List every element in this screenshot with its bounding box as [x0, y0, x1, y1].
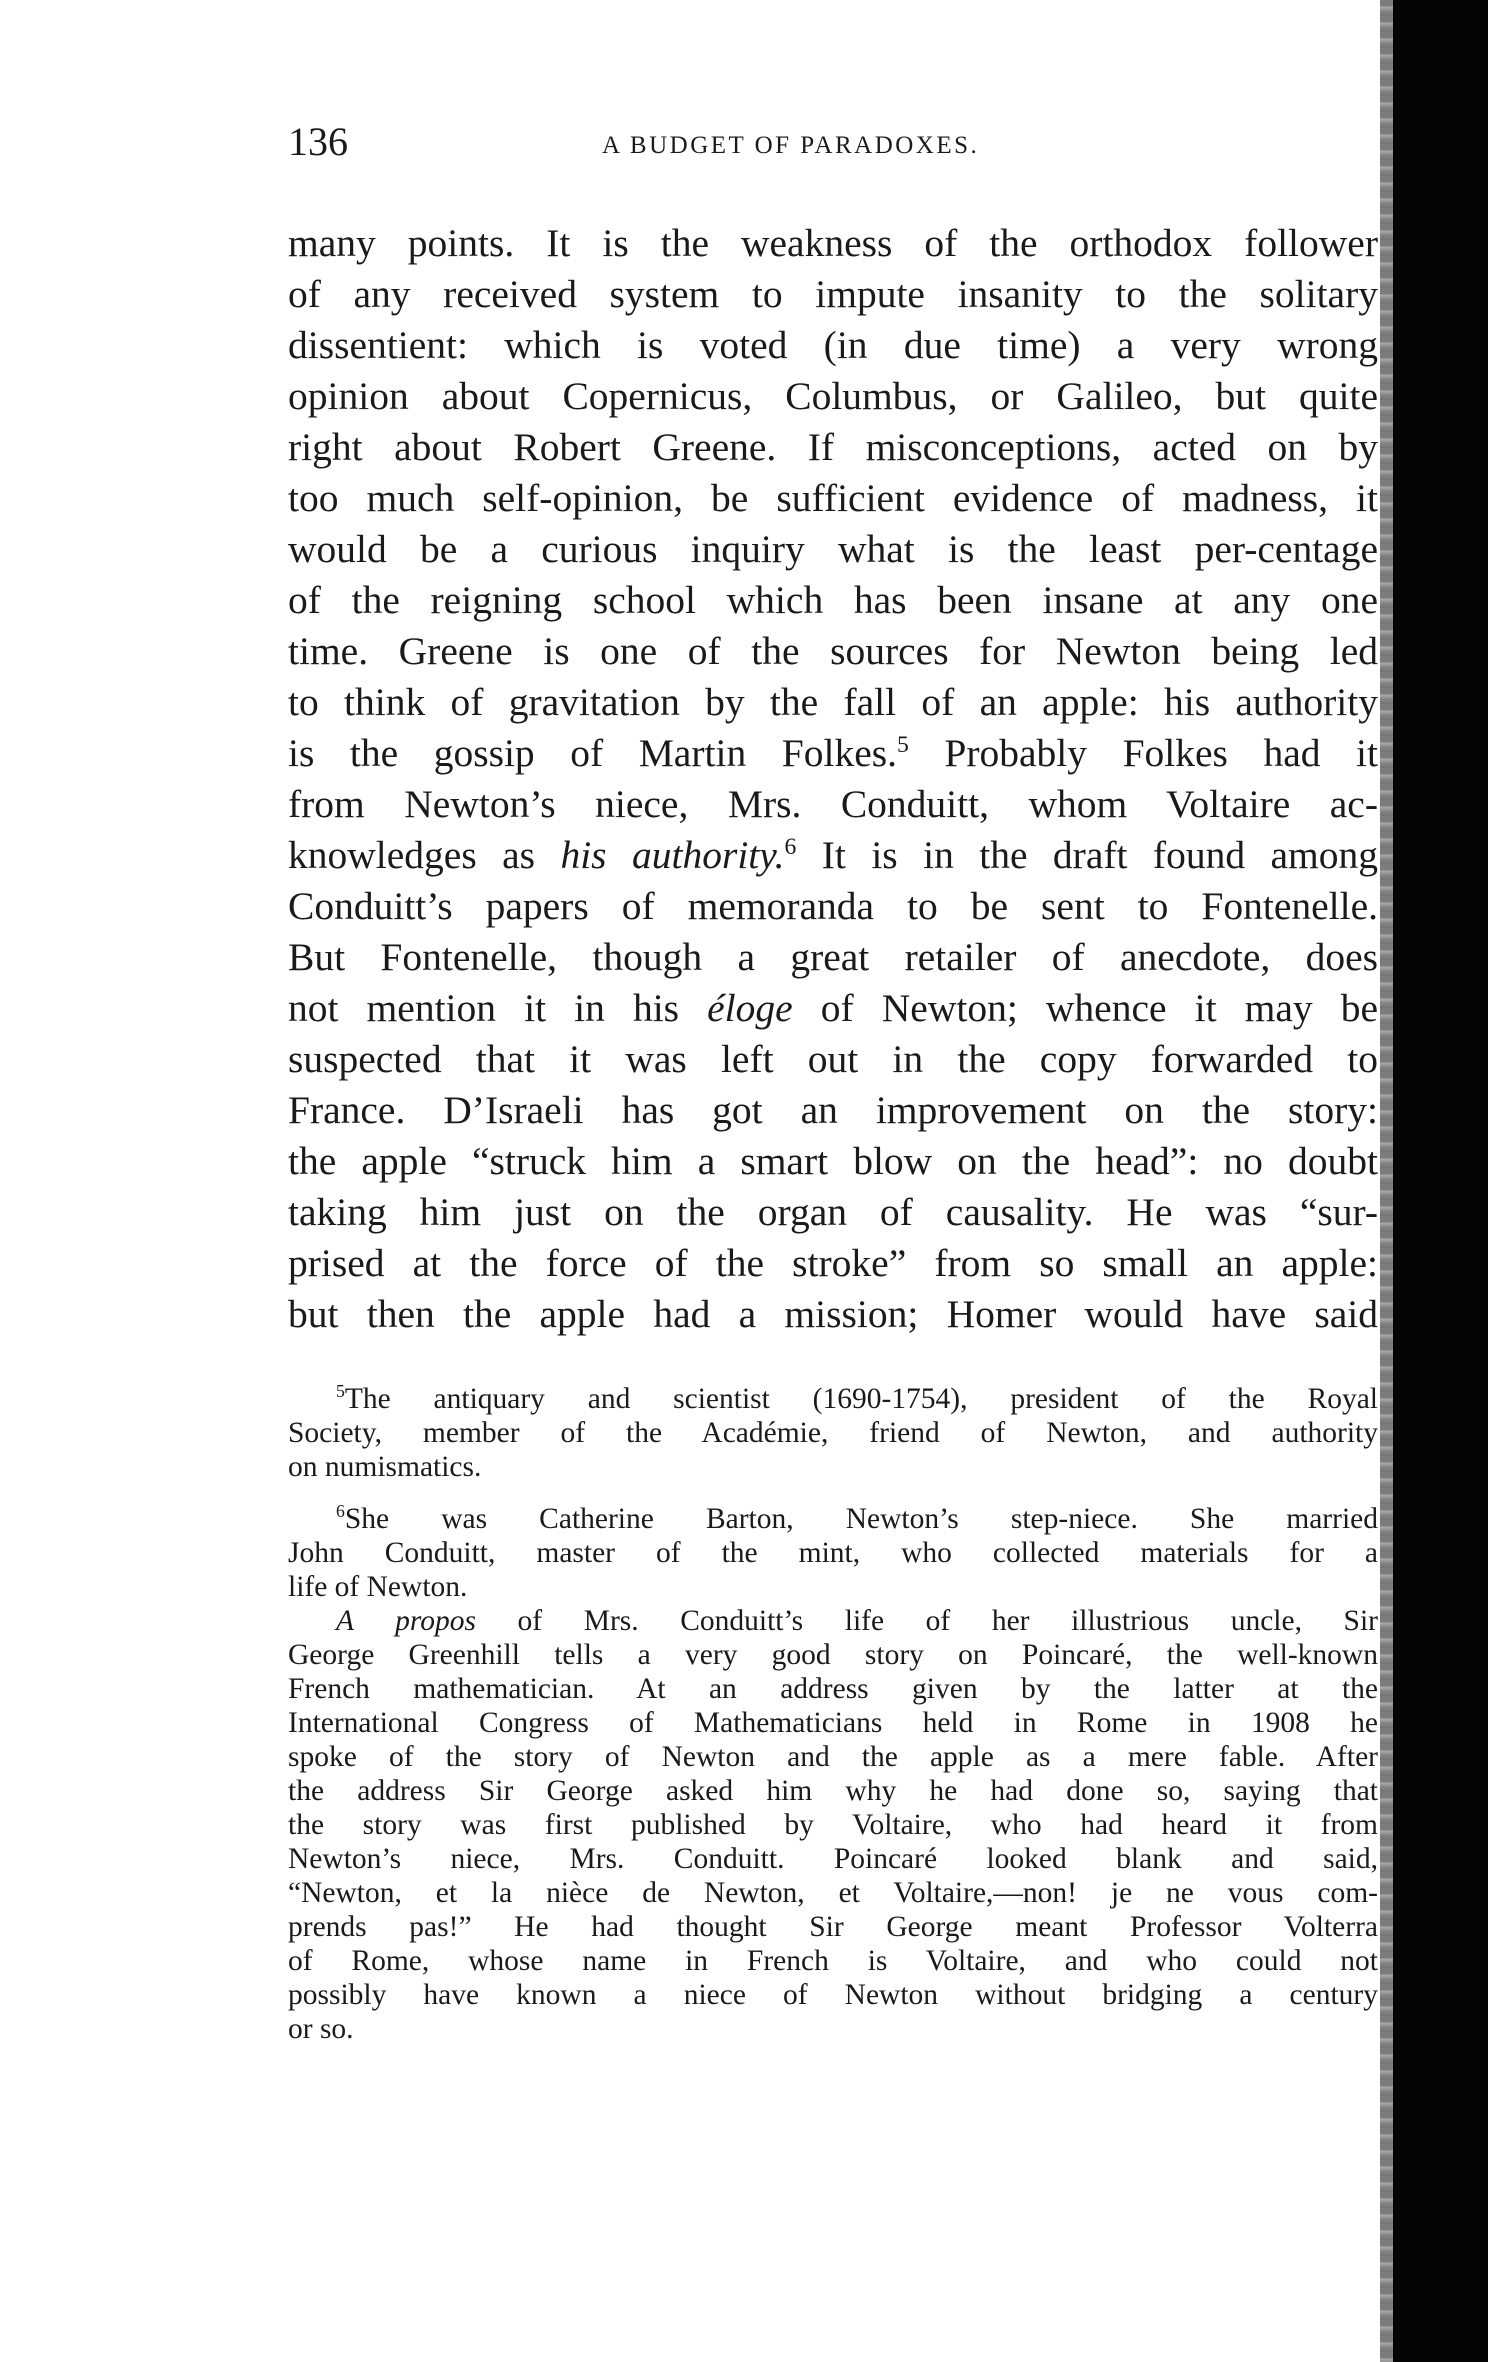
- page-number: 136: [288, 119, 348, 164]
- text-line: France. D’Israeli has got an improvement on the story:: [288, 1088, 1378, 1132]
- footnote-line: prends pas!” He had thought Sir George meant Professor Volterra: [288, 1911, 1378, 1943]
- text-segment: Probably Folkes had it: [908, 731, 1378, 775]
- page-header: [288, 118, 1378, 178]
- footnote-line: the story was first published by Voltaire, who had heard it from: [288, 1809, 1378, 1841]
- italic-text: A propos: [336, 1605, 476, 1637]
- text-line: opinion about Copernicus, Columbus, or Galileo, but quite: [288, 374, 1378, 418]
- footnote-line: on numismatics.: [288, 1451, 482, 1483]
- text-segment: It is in the draft found among: [796, 833, 1378, 877]
- text-segment: is the gossip of Martin Folkes.: [288, 731, 897, 775]
- footnote-line: or so.: [288, 2013, 354, 2045]
- footnote-line: [288, 1502, 1378, 1536]
- footnote-line: [288, 1604, 1378, 1638]
- main-text: [288, 218, 1378, 1340]
- text-line: But Fontenelle, though a great retailer of anecdote, does: [288, 935, 1378, 979]
- text-line: [288, 983, 1378, 1034]
- footnote-line: life of Newton.: [288, 1571, 468, 1603]
- text-line: from Newton’s niece, Mrs. Conduitt, whom Voltaire ac-: [288, 782, 1378, 826]
- footnote-line: International Congress of Mathematicians held in Rome in 1908 he: [288, 1707, 1378, 1739]
- text-line: but then the apple had a mission; Homer would have said: [288, 1292, 1378, 1336]
- text-line: to think of gravitation by the fall of an apple: his authority: [288, 680, 1378, 724]
- text-segment: knowledges as: [288, 833, 561, 877]
- footnote-mark: 5: [336, 1381, 345, 1402]
- scan-edge-shadow: [1393, 0, 1488, 2362]
- text-line: of the reigning school which has been insane at any one: [288, 578, 1378, 622]
- text-segment: of Mrs. Conduitt’s life of her illustrious uncle, Sir: [475, 1605, 1378, 1637]
- footnote-line: John Conduitt, master of the mint, who collected materials for a: [288, 1537, 1378, 1569]
- text-line: Conduitt’s papers of memoranda to be sent to Fontenelle.: [288, 884, 1378, 928]
- footnote-line: Newton’s niece, Mrs. Conduitt. Poincaré looked blank and said,: [288, 1843, 1378, 1875]
- text-line: [288, 728, 1378, 779]
- text-segment: She was Catherine Barton, Newton’s step-niece. She married: [344, 1503, 1378, 1535]
- text-line: time. Greene is one of the sources for Newton being led: [288, 629, 1378, 673]
- text-line: suspected that it was left out in the copy forwarded to: [288, 1037, 1378, 1081]
- text-line: dissentient: which is voted (in due time) a very wrong: [288, 323, 1378, 367]
- text-segment: The antiquary and scientist (1690-1754), president of the Royal: [344, 1383, 1378, 1415]
- text-line: [288, 830, 1378, 881]
- text-line: taking him just on the organ of causality. He was “sur-: [288, 1190, 1378, 1234]
- footnote-line: the address Sir George asked him why he had done so, saying that: [288, 1775, 1378, 1807]
- italic-text: éloge: [707, 986, 793, 1030]
- footnote-line: of Rome, whose name in French is Voltaire, and who could not: [288, 1945, 1378, 1977]
- footnote-line: [288, 1382, 1378, 1416]
- footnotes: [288, 1382, 1378, 2046]
- text-line: of any received system to impute insanity to the solitary: [288, 272, 1378, 316]
- footnote-mark: 6: [336, 1501, 345, 1522]
- footnote-line: “Newton, et la nièce de Newton, et Voltaire,—non! je ne vous com-: [288, 1877, 1378, 1909]
- text-line: many points. It is the weakness of the orthodox follower: [288, 221, 1378, 265]
- footnote-line: possibly have known a niece of Newton without bridging a century: [288, 1979, 1378, 2011]
- footnote-line: George Greenhill tells a very good story on Poincaré, the well-known: [288, 1639, 1378, 1671]
- text-line: the apple “struck him a smart blow on the head”: no doubt: [288, 1139, 1378, 1183]
- footnote-line: Society, member of the Académie, friend of Newton, and authority: [288, 1417, 1378, 1449]
- text-line: too much self-opinion, be sufficient evidence of madness, it: [288, 476, 1378, 520]
- running-title: A BUDGET OF PARADOXES.: [602, 132, 980, 159]
- text-line: prised at the force of the stroke” from so small an apple:: [288, 1241, 1378, 1285]
- text-segment: not mention it in his: [288, 986, 708, 1030]
- footnote-ref: 6: [784, 833, 797, 860]
- text-line: right about Robert Greene. If misconceptions, acted on by: [288, 425, 1378, 469]
- italic-text: his authority.: [560, 833, 785, 877]
- footnote-ref: 5: [896, 731, 909, 758]
- footnote-line: spoke of the story of Newton and the apple as a mere fable. After: [288, 1741, 1378, 1773]
- footnote-line: French mathematician. At an address given by the latter at the: [288, 1673, 1378, 1705]
- text-line: would be a curious inquiry what is the least per-centage: [288, 527, 1378, 571]
- text-segment: of Newton; whence it may be: [792, 986, 1379, 1030]
